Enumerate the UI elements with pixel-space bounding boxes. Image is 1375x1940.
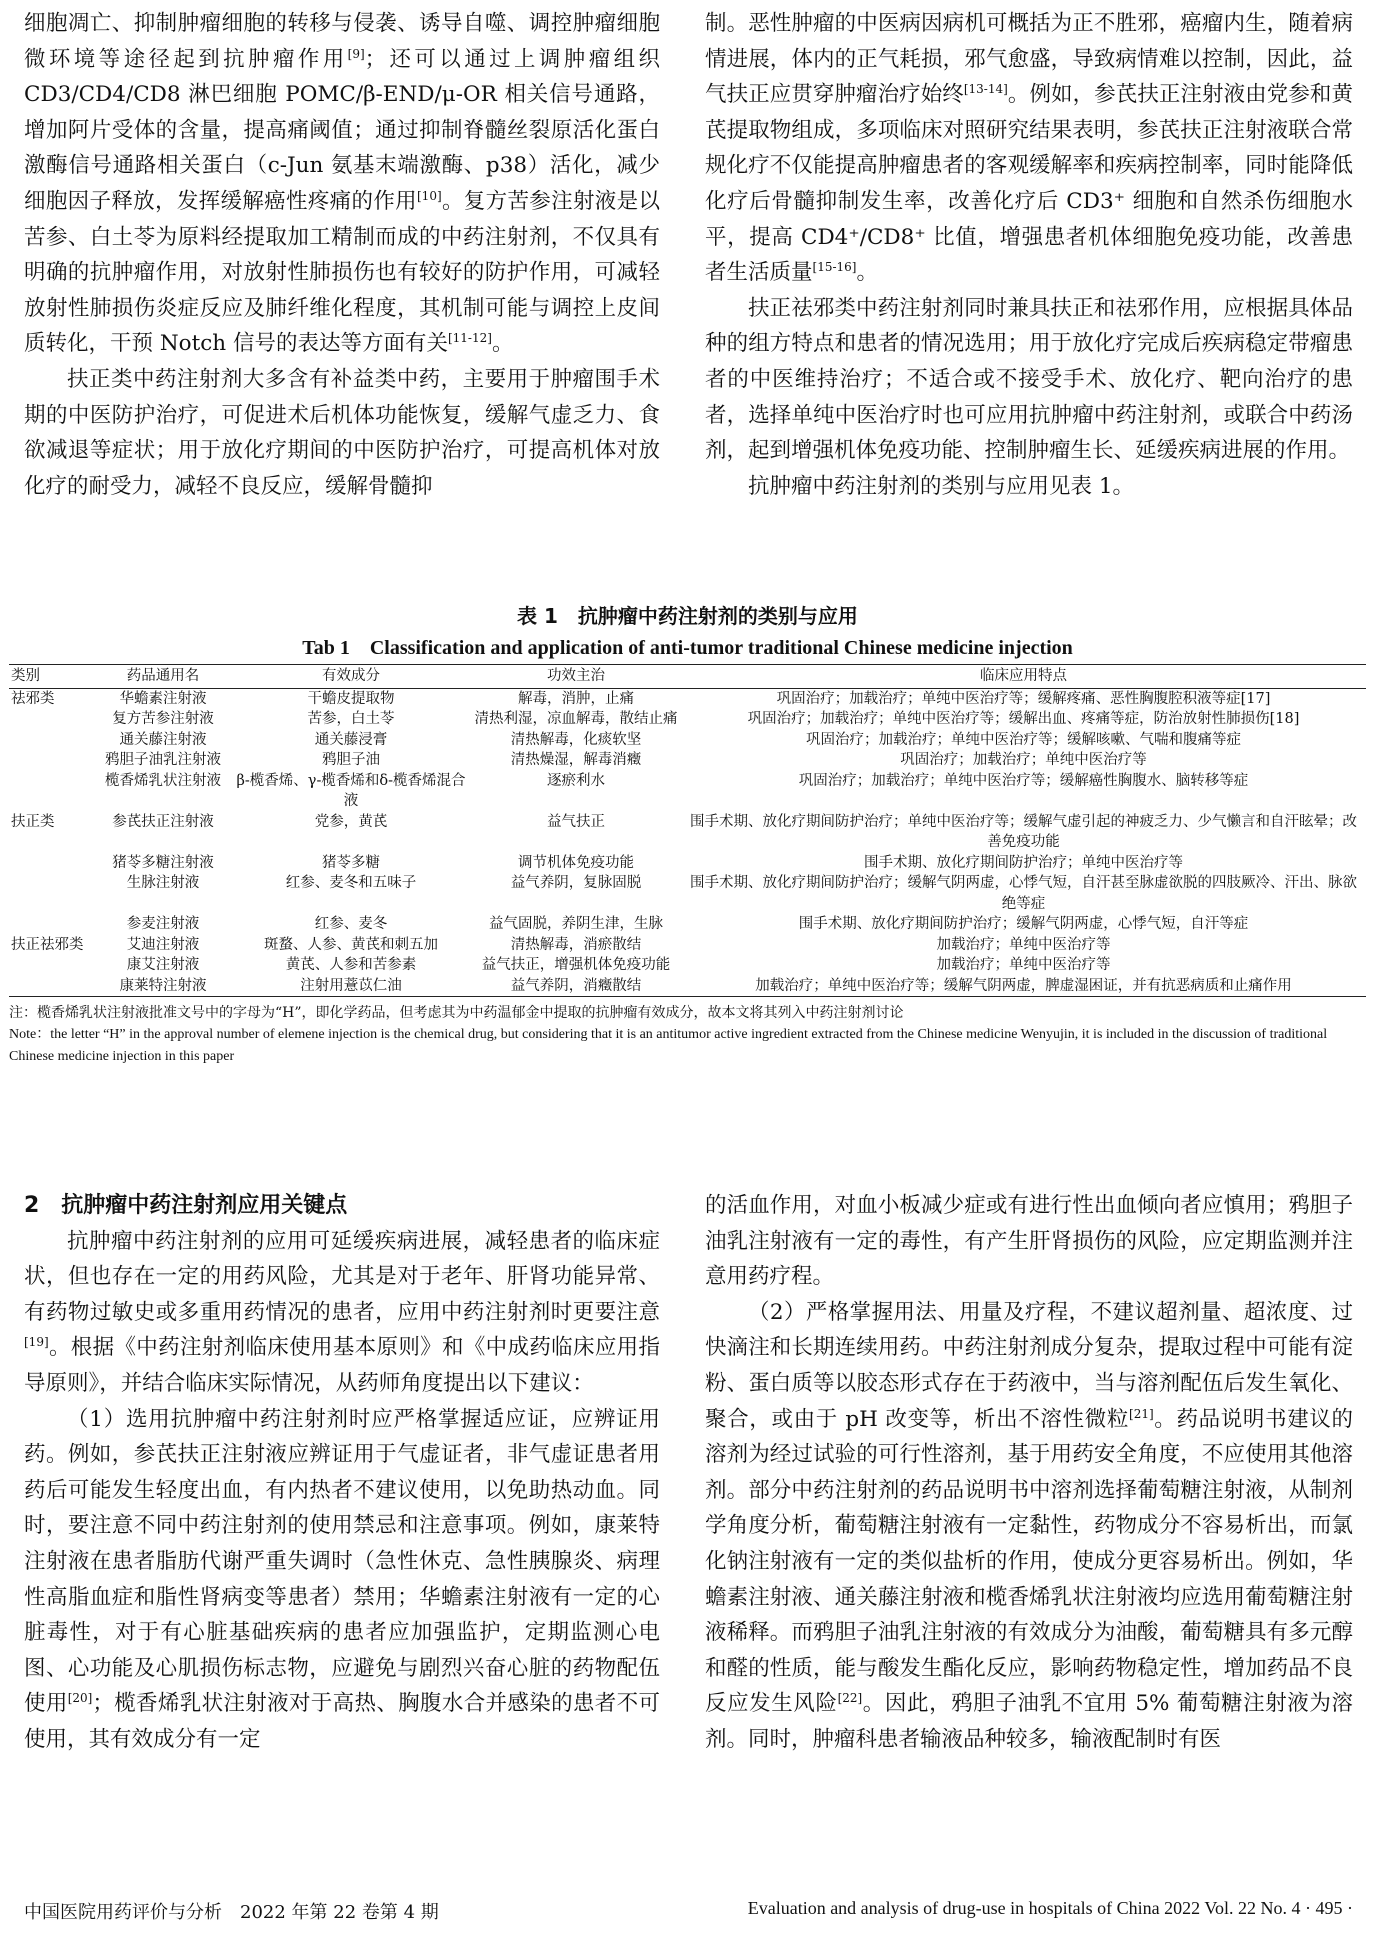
section-heading: 2 抗肿瘤中药注射剂应用关键点 <box>24 1193 348 1218</box>
table-cell: 注射用薏苡仁油 <box>231 976 471 997</box>
paragraph: 制。恶性肿瘤的中医病因病机可概括为正不胜邪，癌瘤内生，随着病情进展，体内的正气耗损，邪气愈盛，导致病情难以控制，因此，益气扶正应贯穿肿瘤治疗始终[13-14]。例如，参芪扶正注射液由党参和黄芪提取物组成，多项临床对照研究结果表明，参芪扶正注射液联合常规化疗不仅能提高肿瘤患者的客观缓解率和疾病控制率，同时能降低化疗后骨髓抑制发生率，改善化疗后 CD3⁺ 细胞和自然杀伤细胞水平，提高 CD4⁺/CD8⁺ 比值，增强患者机体细胞免疫功能，改善患者生活质量[15-16]。 <box>705 11 1353 286</box>
paragraph: 的活血作用，对血小板减少症或有进行性出血倾向者应慎用；鸦胆子油乳注射液有一定的毒性，有产生肝肾损伤的风险，应定期监测并注意用药疗程。 <box>705 1193 1353 1290</box>
bottom-left-column <box>24 1188 660 1758</box>
column-header: 有效成分 <box>231 665 471 689</box>
table-row <box>9 709 1366 730</box>
table-cell <box>9 771 95 812</box>
table-cell: 巩固治疗；加载治疗；单纯中医治疗等；缓解癌性胸腹水、脑转移等症 <box>798 772 1249 789</box>
table-cell: 红参、麦冬 <box>314 916 388 932</box>
citation: [9] <box>347 46 365 61</box>
paragraph: 抗肿瘤中药注射剂的应用可延缓疾病进展，减轻患者的临床症状，但也存在一定的用药风险，尤其是对于老年、肝肾功能异常、有药物过敏史或多重用药情况的患者，应用中药注射剂时更要注意[19]。根据《中药注射剂临床使用基本原则》和《中成药临床应用指导原则》，并结合临床实际情况，从药师角度提出以下建议： <box>24 1228 660 1396</box>
table-cell: 斑蝥、人参、黄芪和刺五加 <box>264 936 438 953</box>
table-cell: 加载治疗；单纯中医治疗等 <box>936 936 1111 953</box>
paragraph: （2）严格掌握用法、用量及疗程，不建议超剂量、超浓度、过快滴注和长期连续用药。中药注射剂成分复杂，提取过程中可能有淀粉、蛋白质等以胶态形式存在于药液中，当与溶剂配伍后发生氧化、聚合，或由于 pH 改变等，析出不溶性微粒[21]。药品说明书建议的溶剂为经过试验的可行性溶剂，基于用药安全角度，不应使用其他溶剂。部分中药注射剂的药品说明书中溶剂选择葡萄糖注射液，从制剂学角度分析，葡萄糖注射液有一定黏性，药物成分不容易析出，而氯化钠注射液有一定的类似盐析的作用，使成分更容易析出。例如，华蟾素注射液、通关藤注射液和榄香烯乳状注射液均应选用葡萄糖注射液稀释。而鸦胆子油乳注射液的有效成分为油酸，葡萄糖具有多元醇和醛的性质，能与酸发生酯化反应，影响药物稳定性，增加药品不良反应发生风险[22]。因此，鸦胆子油乳不宜用 5% 葡萄糖注射液为溶剂。同时，肿瘤科患者输液品种较多，输液配制时有医 <box>705 1299 1353 1752</box>
table-cell: 生脉注射液 <box>126 875 200 891</box>
table-cell: 鸦胆子油 <box>322 752 380 768</box>
table-cell: 清热解毒，化痰软坚 <box>510 731 642 748</box>
table-cell: 益气扶正 <box>547 813 605 830</box>
citation: [19] <box>24 1335 49 1350</box>
footer-journal-cn: 中国医院用药评价与分析 2022 年第 22 卷第 4 期 <box>24 1902 439 1923</box>
citation: [15-16] <box>812 260 857 274</box>
table-cell: 巩固治疗；加载治疗；单纯中医治疗等；缓解出血、疼痛等症，防治放射性肺损伤[18] <box>747 711 1300 727</box>
table-cell: 清热燥湿，解毒消癥 <box>510 752 642 768</box>
table-title-en: Tab 1 Classification and application of anti-tumor traditional Chinese medicine injection <box>302 637 1073 659</box>
table-cell: 调节机体免疫功能 <box>518 854 634 871</box>
column-header: 药品通用名 <box>95 665 231 689</box>
table-cell <box>9 873 95 914</box>
table-cell: 围手术期、放化疗期间防护治疗；单纯中医治疗等 <box>864 854 1183 871</box>
table-cell: 榄香烯乳状注射液 <box>105 772 221 789</box>
paragraph: 扶正祛邪类中药注射剂同时兼具扶正和祛邪作用，应根据具体品种的组方特点和患者的情况选用；用于放化疗完成后疾病稳定带瘤患者的中医维持治疗；不适合或不接受手术、放化疗、靶向治疗的患者，选择单纯中医治疗时也可应用抗肿瘤中药注射剂，或联合中药汤剂，起到增强机体免疫功能、控制肿瘤生长、延缓疾病进展的作用。 <box>705 295 1353 464</box>
table-cell: 益气养阴，消癥散结 <box>471 976 681 997</box>
table-cell: 复方苦参注射液 <box>112 711 214 727</box>
table-title-cn: 表 1 抗肿瘤中药注射剂的类别与应用 <box>517 604 858 628</box>
table-row <box>9 688 1366 709</box>
table-cell <box>9 709 95 730</box>
column-header: 临床应用特点 <box>681 665 1366 689</box>
table-row <box>9 771 1366 812</box>
top-left-column <box>24 6 660 504</box>
table-cell: 黄芪、人参和苦参素 <box>285 957 417 973</box>
table-cell: 巩固治疗；加载治疗；单纯中医治疗等；缓解咳嗽、气喘和腹痛等症 <box>806 731 1241 748</box>
table-row <box>9 730 1366 751</box>
table-cell <box>9 914 95 935</box>
table-cell: 扶正祛邪类 <box>11 936 84 953</box>
table-cell: 通关藤浸膏 <box>314 731 388 748</box>
table-cell: 围手术期、放化疗期间防护治疗；缓解气阴两虚，心悸气短，自汗等症 <box>798 916 1249 932</box>
table-cell: β-榄香烯、γ-榄香烯和δ-榄香烯混合液 <box>236 772 466 809</box>
bottom-right-column <box>705 1188 1353 1758</box>
table-cell: 鸦胆子油乳注射液 <box>105 752 221 768</box>
footer-journal-en: Evaluation and analysis of drug-use in hospitals of China 2022 Vol. 22 No. 4 · 495 · <box>747 1898 1353 1918</box>
citation: [13-14] <box>963 82 1008 97</box>
table-note-en: Note：the letter “H” in the approval number of elemene injection is the chemical drug, but considering that it is an antitumor active ingredient extracted from the Chinese medicine Wenyujin, it is included in the discussion of traditional Chinese medicine injection in this paper <box>9 1027 1328 1064</box>
table-cell: 扶正类 <box>11 813 55 830</box>
paragraph: 扶正类中药注射剂大多含有补益类中药，主要用于肿瘤围手术期的中医防护治疗，可促进术后机体功能恢复，缓解气虚乏力、食欲减退等症状；用于放化疗期间的中医防护治疗，可提高机体对放化疗的耐受力，减轻不良反应，缓解骨髓抑 <box>24 366 660 499</box>
table-cell <box>9 955 95 976</box>
table-cell: 康艾注射液 <box>126 957 200 973</box>
table-cell: 党参，黄芪 <box>314 813 388 830</box>
table-cell: 益气扶正，增强机体免疫功能 <box>481 957 671 973</box>
paragraph: （1）选用抗肿瘤中药注射剂时应严格掌握适应证，应辨证用药。例如，参芪扶正注射液应辨证用于气虚证者，非气虚证患者用药后可能发生轻度出血，有内热者不建议使用，以免助热动血。同时，要注意不同中药注射剂的使用禁忌和注意事项。例如，康莱特注射液在患者脂肪代谢严重失调时（急性休克、急性胰腺炎、病理性高脂血症和脂性肾病变等患者）禁用；华蟾素注射液有一定的心脏毒性，对于有心脏基础疾病的患者应加强监护，定期监测心电图、心功能及心肌损伤标志物，应避免与剧烈兴奋心脏的药物配伍使用[20]；榄香烯乳状注射液对于高热、胸腹水合并感染的患者不可使用，其有效成分有一定 <box>24 1406 660 1752</box>
table-note-cn: 注：榄香烯乳状注射液批准文号中的字母为“H”，即化学药品，但考虑其为中药温郁金中提取的抗肿瘤有效成分，故本文将其列入中药注射剂讨论 <box>9 1005 904 1021</box>
table-cell: 围手术期、放化疗期间防护治疗；缓解气阴两虚，心悸气短，自汗甚至脉虚欲脱的四肢厥冷、汗出、脉欲绝等症 <box>690 875 1357 912</box>
table-cell: 围手术期、放化疗期间防护治疗；单纯中医治疗等；缓解气虚引起的神疲乏力、少气懒言和自汗眩晕；改善免疫功能 <box>690 813 1357 850</box>
table-cell: 猪苓多糖 <box>322 854 380 871</box>
table-cell: 祛邪类 <box>11 690 55 707</box>
citation: [10] <box>417 188 442 203</box>
table-cell: 华蟾素注射液 <box>119 690 207 707</box>
table-cell: 清热利湿，凉血解毒，散结止痛 <box>474 711 678 727</box>
table-cell: 加载治疗；单纯中医治疗等 <box>936 957 1111 973</box>
table-cell: 艾迪注射液 <box>126 936 200 953</box>
paragraph: 抗肿瘤中药注射剂的类别与应用见表 1。 <box>748 473 1135 499</box>
citation: [11-12] <box>447 331 492 346</box>
table-row <box>9 812 1366 853</box>
top-right-column <box>705 6 1353 504</box>
table-cell: 猪苓多糖注射液 <box>112 854 214 871</box>
table-cell: 参麦注射液 <box>126 916 200 932</box>
paragraph: 细胞凋亡、抑制肿瘤细胞的转移与侵袭、诱导自噬、调控肿瘤细胞微环境等途径起到抗肿瘤作用[9]；还可以通过上调肿瘤组织 CD3/CD4/CD8 淋巴细胞 POMC/β-END/μ-OR 相关信号通路，增加阿片受体的含量，提高痛阈值；通过抑制脊髓丝裂原活化蛋白激酶信号通路相关蛋白（c-Jun 氨基末端激酶、p38）活化，减少细胞因子释放，发挥缓解癌性疼痛的作用[10]。复方苦参注射液是以苦参、白土苓为原料经提取加工精制而成的中药注射剂，不仅具有明确的抗肿瘤作用，对放射性肺损伤也有较好的防护作用，可减轻放射性肺损伤炎症反应及肺纤维化程度，其机制可能与调控上皮间质转化，干预 Notch 信号的表达等方面有关[11-12]。 <box>24 11 660 357</box>
citation: [20] <box>67 1691 93 1706</box>
table-row <box>9 853 1366 874</box>
table-cell: 干蟾皮提取物 <box>307 690 395 707</box>
table-cell: 加载治疗；单纯中医治疗等；缓解气阴两虚，脾虚湿困证，并有抗恶病质和止痛作用 <box>681 976 1366 997</box>
table-row <box>9 873 1366 914</box>
table-cell: 红参、麦冬和五味子 <box>285 875 417 891</box>
table-cell: 巩固治疗；加载治疗；单纯中医治疗等；缓解疼痛、恶性胸腹腔积液等症[17] <box>776 690 1271 707</box>
table-row <box>9 750 1366 771</box>
table-row <box>9 914 1366 935</box>
table-section <box>0 600 1375 1068</box>
table-cell: 逐瘀利水 <box>547 772 605 789</box>
table-cell: 解毒，消肿，止痛 <box>518 690 634 707</box>
table-cell: 益气养阴，复脉固脱 <box>510 875 642 891</box>
citation: [22] <box>837 1691 863 1706</box>
column-header: 功效主治 <box>471 665 681 689</box>
citation: [21] <box>1129 1406 1154 1421</box>
table-cell: 康莱特注射液 <box>95 976 231 997</box>
table-cell <box>9 730 95 751</box>
table-cell <box>9 750 95 771</box>
table-header-row <box>9 665 1366 689</box>
table-row <box>9 955 1366 976</box>
column-header: 类别 <box>9 665 95 689</box>
table-cell: 通关藤注射液 <box>119 731 207 748</box>
table-cell <box>9 853 95 874</box>
table-row <box>9 976 1366 997</box>
table-cell: 巩固治疗；加载治疗；单纯中医治疗等 <box>900 752 1147 768</box>
table-cell: 参芪扶正注射液 <box>112 813 214 830</box>
drug-table <box>9 664 1366 997</box>
table-cell: 清热解毒，消瘀散结 <box>510 936 642 953</box>
table-cell: 益气固脱，养阴生津，生脉 <box>489 916 663 932</box>
table-cell <box>9 976 95 997</box>
table-row <box>9 935 1366 956</box>
table-cell: 苦参，白土苓 <box>307 711 395 727</box>
